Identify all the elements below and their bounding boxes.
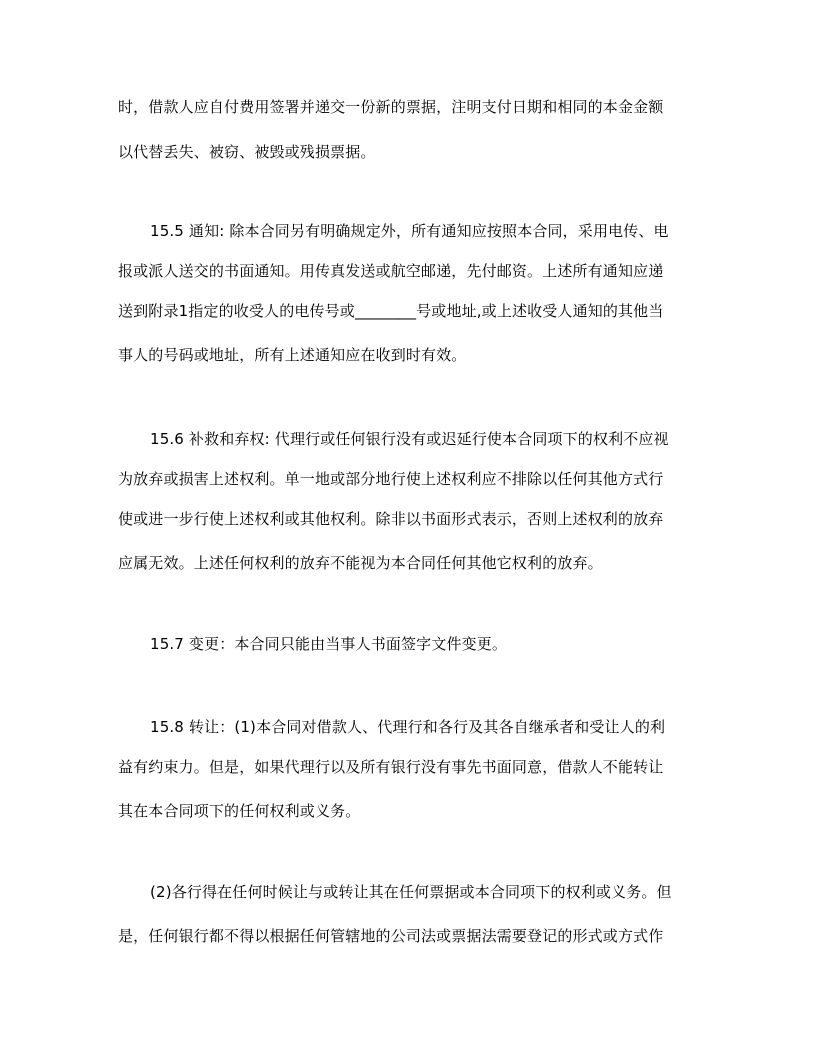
section-15-5-line: 15.5 通知: 除本合同另有明确规定外，所有通知应按照本合同，采用电传、电 (150, 222, 669, 240)
section-15-8-line: 其在本合同项下的任何权利或义务。 (118, 802, 361, 820)
section-15-8-2-line: 是，任何银行都不得以根据任何管辖地的公司法或票据法需要登记的形式或方式作 (118, 927, 664, 945)
section-15-8-line: 15.8 转让：(1)本合同对借款人、代理行和各行及其各自继承者和受让人的利 (150, 718, 666, 736)
section-15-6-line: 使或进一步行使上述权利或其他权利。除非以书面形式表示，否则上述权利的放弃 (118, 510, 664, 528)
section-15-7-line: 15.7 变更：本合同只能由当事人书面签字文件变更。 (150, 635, 508, 653)
section-15-6-line: 15.6 补救和弃权: 代理行或任何银行没有或迟延行使本合同项下的权利不应视 (150, 430, 669, 448)
section-15-8-2-line: (2)各行得在任何时候让与或转让其在任何票据或本合同项下的权利或义务。但 (150, 883, 672, 901)
section-15-6-line: 应属无效。上述任何权利的放弃不能视为本合同任何其他它权利的放弃。 (118, 554, 603, 572)
section-15-5-line: 送到附录1指定的收受人的电传号或________号或地址,或上述收受人通知的其他当 (118, 302, 664, 320)
section-15-8-line: 益有约束力。但是，如果代理行以及所有银行没有事先书面同意，借款人不能转让 (118, 758, 664, 776)
section-15-5-line: 事人的号码或地址，所有上述通知应在收到时有效。 (118, 346, 467, 364)
section-15-5-line: 报或派人送交的书面通知。用传真发送或航空邮递，先付邮资。上述所有通知应递 (118, 262, 664, 280)
section-15-6-line: 为放弃或损害上述权利。单一地或部分地行使上述权利应不排除以任何其他方式行 (118, 470, 664, 488)
paragraph-line: 时，借款人应自付费用签署并递交一份新的票据，注明支付日期和相同的本金金额 (118, 98, 664, 116)
paragraph-line: 以代替丢失、被窃、被毁或残损票据。 (118, 143, 376, 161)
